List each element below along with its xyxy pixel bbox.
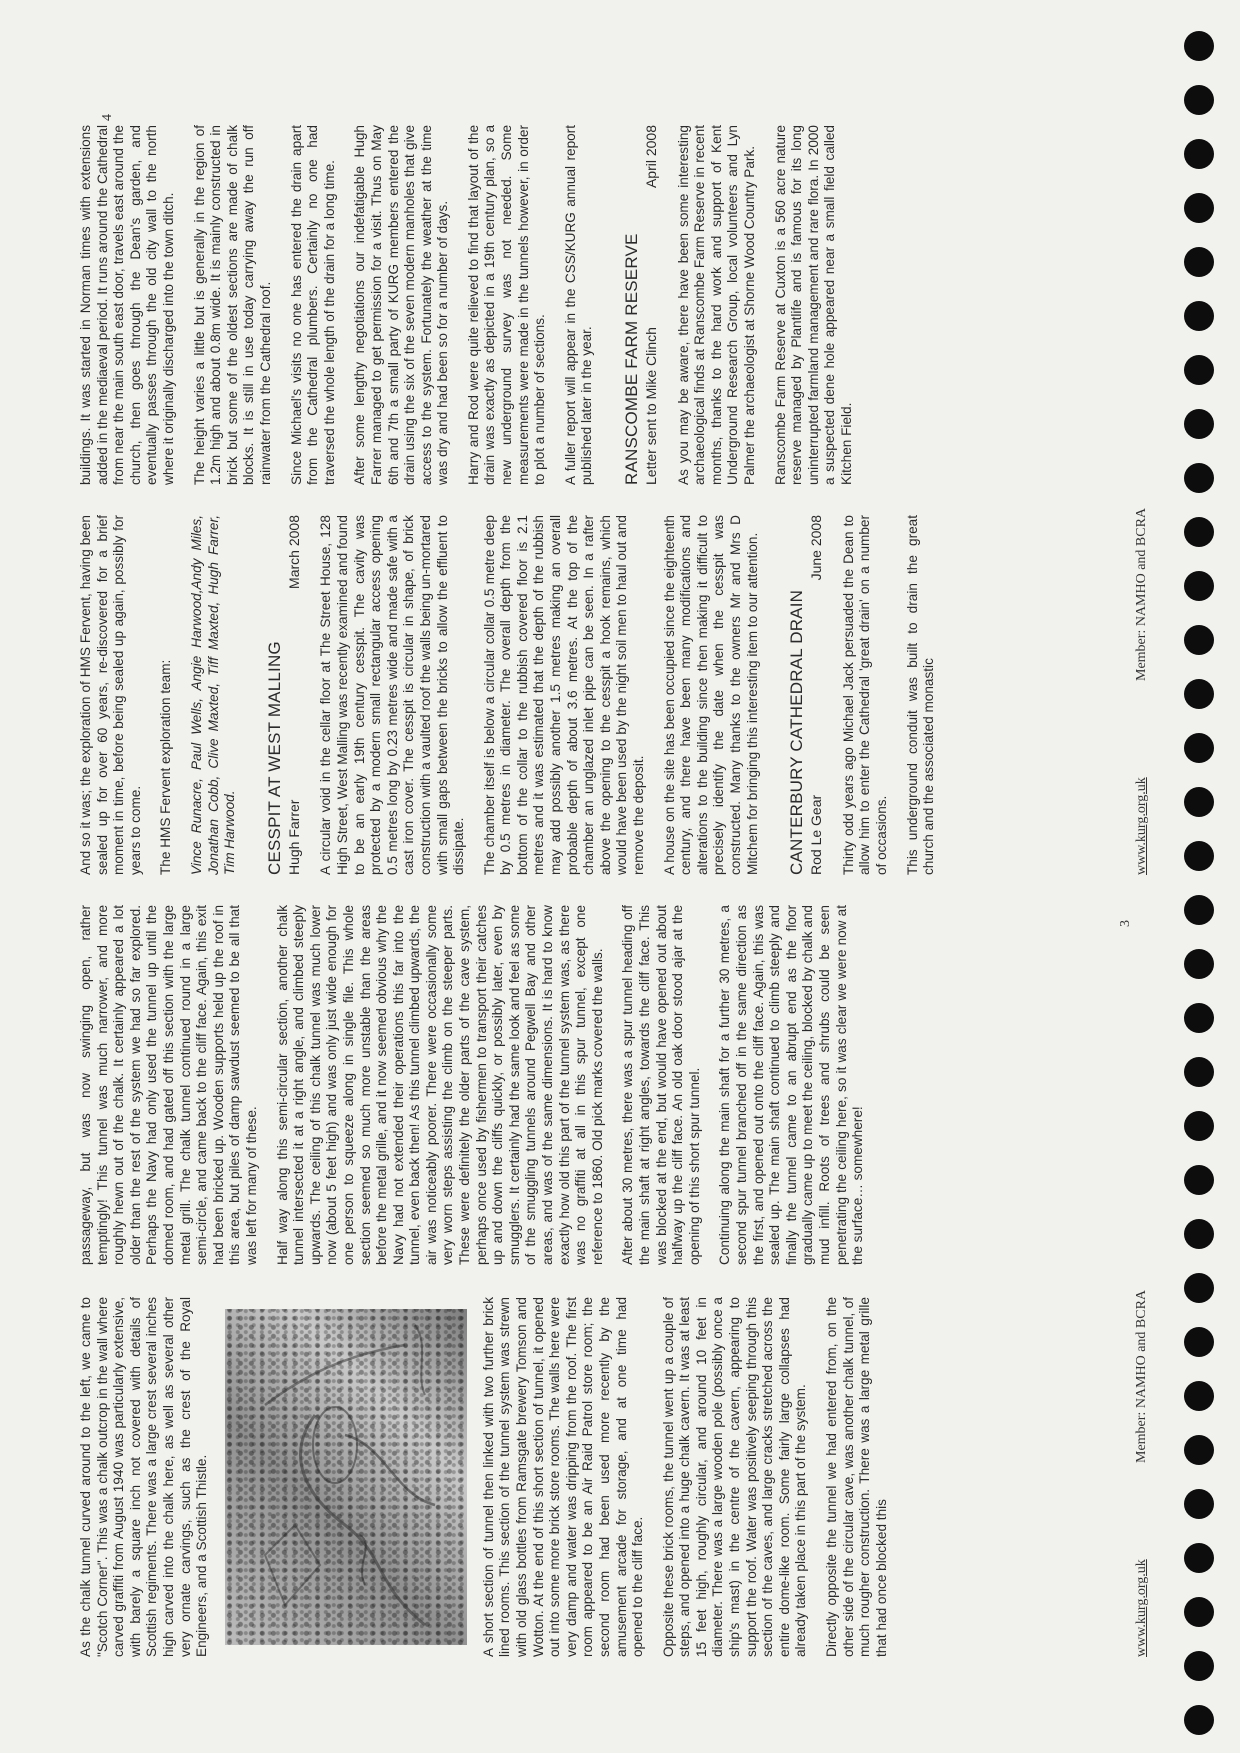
binding-hole (1184, 1057, 1214, 1087)
binding-hole (1184, 409, 1214, 439)
binding-hole (1184, 787, 1214, 817)
binding-hole (1184, 1327, 1214, 1357)
drain-history-paragraph: buildings. It was started in Norman times with extensions added in the mediaeval period. It runs around the Cathedral from near the main south east door, travels east around the church, then goes through the Dean's garden, and eventually passes through the old city wall to the north where it originally discharged into the town ditch. (78, 125, 176, 485)
binding-hole (1184, 895, 1214, 925)
binding-hole (1184, 949, 1214, 979)
brick-rooms-paragraph: A short section of tunnel then linked with two further brick lined rooms. This section of the tunnel system was strewn with old glass bottles from Ramsgate brewery Tomson and Wotton. At the end of this short section of tunnel, it opened out into some more brick store rooms. The walls here were very damp and water was dripping from the roof. The first room appeared to be an Air Raid Patrol store room; the second room had been used more recently by the amusement arcade for storage, and at one time had opened to the cliff face. (480, 1297, 646, 1657)
binding-hole (1184, 1111, 1214, 1141)
binding-hole (1184, 1273, 1214, 1303)
binding-hole (1184, 1489, 1214, 1519)
graffiti-photo (225, 1309, 467, 1645)
column-2 (78, 905, 881, 1265)
canterbury-author: Rod Le Gear (808, 794, 825, 875)
binding-hole (1184, 463, 1214, 493)
binding-hole (1184, 139, 1214, 169)
binding-hole (1184, 85, 1214, 115)
binding-hole (1184, 1651, 1214, 1681)
canterbury-paragraph-1: Thirty odd years ago Michael Jack persuaded the Dean to allow him to enter the Cathedral 'great drain' on a number of occasions. (840, 515, 889, 875)
binding-hole (1184, 1165, 1214, 1195)
binding-hole (1184, 193, 1214, 223)
binding-hole (1184, 301, 1214, 331)
binding-hole (1184, 517, 1214, 547)
column-1 (78, 1297, 904, 1657)
narrow-tunnel-paragraph: passageway, but was now swinging open, rather temptingly! This tunnel was much narrower, and more roughly hewn out of the chalk. It certainly appeared a lot older than the rest of the system we had so far explored. Perhaps the Navy had only used the tunnel up until the domed room, and had gated off this section with the large metal grill. The chalk tunnel continued round in a large semi-circle, and came back to the cliff face. Again, this exit had been bricked up. Wooden supports held up the roof in this area, but piles of damp sawdust seemed to be all that was left for many of these. (78, 905, 259, 1265)
cesspit-paragraph-3: A house on the site has been occupied since the eighteenth century, and there have been many modifications and alterations to the building since then making it difficult to precisely identify the date when the cesspit was constructed. Many thanks to the owners Mr and Mrs D Mitchem for bringing this interesting item to our attention. (661, 515, 760, 875)
team-members: Vince Runacre, Paul Wells, Angie Harwood,Andy Miles, Jonathan Cobb, Clive Maxted, Tiff Maxted, Hugh Farrer, Tim Harwood. (188, 515, 238, 875)
footer-right-member: Member: NAMHO and BCRA (1134, 507, 1149, 681)
page-number-left: 3 (1118, 920, 1133, 927)
drain-report-paragraph: A fuller report will appear in the CSS/KURG annual report published later in the year. (562, 125, 595, 485)
binding-hole (1184, 355, 1214, 385)
drain-survey-paragraph: Harry and Rod were quite relieved to find that layout of the drain was exactly as depicted in a 19th century plan, so a new underground survey was not needed. Some measurements were made in the tunnels however, in order to plot a number of sections. (465, 125, 548, 485)
cesspit-author: Hugh Farrer (285, 799, 302, 875)
metal-grille-paragraph: Directly opposite the tunnel we had entered from, on the other side of the circular cave, was another chalk tunnel, of much rougher construction. There was a large metal grille that had once blocked this (824, 1297, 889, 1657)
binding-hole (1184, 1435, 1214, 1465)
cesspit-byline (286, 515, 303, 875)
binding-hole (1184, 679, 1214, 709)
binding-hole (1184, 31, 1214, 61)
cesspit-paragraph-2: The chamber itself is below a circular collar 0.5 metre deep by 0.5 metres in diameter. The overall depth from the bottom of the collar to the rubbish covered floor is 2.1 metres and it was estimated that the depth of the rubbish may add possibly another 1.5 metres making an overall probable depth of about 3.6 metres. At the top of the chamber an unglazed inlet pipe can be seen. In a rafter above the opening to the cesspit a hook remains, which would have been used by the night soil men to haul out and remove the deposit. (481, 515, 647, 875)
page-number-right: 4 (100, 114, 115, 121)
ranscombe-paragraph-2: Ranscombe Farm Reserve at Cuxton is a 560 acre nature reserve managed by Plantlife and is famous for its long uninterrupted farmland management and rare flora. In 2000 a suspected dene hole appeared near a small field called Kitchen Field. (772, 125, 854, 485)
cesspit-date: March 2008 (285, 515, 302, 589)
canterbury-byline (808, 515, 825, 875)
column-4 (78, 125, 870, 485)
ranscombe-subtitle: Letter sent to Mike Clinch (643, 327, 660, 485)
spur-tunnel-paragraph: After about 30 metres, there was a spur tunnel heading off the main shaft at right angles, towards the cliff face. This was blocked at the end, but would have opened out about halfway up the cliff face. An old oak door stood ajar at the opening of this short spur tunnel. (620, 905, 702, 1265)
scotch-corner-paragraph: As the chalk tunnel curved around to the left, we came to "Scotch Corner". This was a chalk outcrop in the wall where carved graffiti from August 1940 was particularly extensive, with barely a square inch not covered with details of Scottish regiments. There was a large crest several inches high carved into the chalk here, as well as several other very ornate carvings, such as the crest of the Royal Engineers, and a Scottish Thistle. (78, 1297, 210, 1657)
footer-left-member: Member: NAMHO and BCRA (1134, 1289, 1149, 1463)
fervent-conclusion-paragraph: And so it was; the exploration of HMS Fervent, having been sealed up for over 60 years, re-discovered for a brief moment in time, before being sealed up again, possibly for years to come. (78, 515, 143, 875)
column-3 (78, 515, 952, 875)
binding-hole (1184, 1705, 1214, 1735)
binding-hole (1184, 1543, 1214, 1573)
binding-hole (1184, 841, 1214, 871)
binding-hole (1184, 733, 1214, 763)
binding-hole (1184, 1381, 1214, 1411)
binding-hole (1184, 1003, 1214, 1033)
binding-hole (1184, 571, 1214, 601)
chalk-cavern-paragraph: Opposite these brick rooms, the tunnel went up a couple of steps, and opened into a huge chalk cavern. It was at least 15 feet high, roughly circular, and around 10 feet in diameter. There was a large wooden pole (possibly once a ship's mast) in the centre of the cavern, appearing to support the roof. Water was positively seeping through this section of the caves, and large cracks stretched across the entire dome-like room. Some fairly large collapses had already taken place in this part of the system. (660, 1297, 809, 1657)
footer-left-url[interactable]: www.kurg.org.uk (1134, 1559, 1149, 1657)
main-shaft-paragraph: Continuing along the main shaft for a further 30 metres, a second spur tunnel branched off in the same direction as the first, and opened out onto the cliff face. Again, this was sealed up. The main shaft continued to climb steeply and finally the tunnel came to an abrupt end as the floor gradually came up to meet the ceiling, blocked by chalk and mud infill. Roots of trees and shrubs could be seen penetrating the ceiling here, so it was clear we were now at the surface… somewhere! (717, 905, 866, 1265)
drain-dimensions-paragraph: The height varies a little but is generally in the region of 1.2m high and about 0.8m wide. It is mainly constructed in brick but some of the oldest sections are made of chalk blocks. It is still in use today carrying away the run off rainwater from the Cathedral roof. (191, 125, 273, 485)
drain-permission-paragraph: After some lengthy negotiations our indefatigable Hugh Farrer managed to get permission for a visit. Thus on May 6th and 7th a small party of KURG members entered the drain using the six of the seven modern manholes that give access to the system. Fortunately the weather at the time was dry and had been so for a number of days. (352, 125, 451, 485)
graffiti-carving-image (225, 1309, 467, 1645)
canterbury-paragraph-2: This underground conduit was built to drain the great church and the associated monastic (904, 515, 937, 875)
cesspit-paragraph-1: A circular void in the cellar floor at The Street House, 128 High Street, West Malling was recently examined and found to be an early 19th century cesspit. The cavity was protected by a modern small rectangular access opening 0.5 metres long by 0.23 metres wide and made safe with a cast iron cover. The cesspit is circular in shape, of brick construction with a vaulted roof the walls being un-mortared with small gaps between the bricks to allow the effluent to dissipate. (318, 515, 467, 875)
semi-circular-section-paragraph: Half way along this semi-circular section, another chalk tunnel intersected it at a right angle, and climbed steeply upwards. The ceiling of this chalk tunnel was much lower now (about 5 feet high) and was only just wide enough for one person to squeeze along in single file. This whole section seemed so much more unstable than the areas before the metal grille, and it now seemed obvious why the Navy had not extended their operations this far into the tunnel, even back then! As this tunnel climbed upwards, the air was noticeably poorer. There were occasionally some very worn steps assisting the climb on the steeper parts. These were definitely the older parts of the cave system, perhaps once used by fishermen to transport their catches up and down the cliffs quickly, or possibly later, even by smugglers. It certainly had the same look and feel as some of the smuggling tunnels around Pegwell Bay and other areas, and was of the same dimensions. It is hard to know exactly how old this part of the tunnel system was, as there was no graffiti at all in this spur tunnel, except one reference to 1860. Old pick marks covered the walls. (274, 905, 605, 1265)
binding-hole (1184, 1597, 1214, 1627)
canterbury-heading: CANTERBURY CATHEDRAL DRAIN (787, 589, 807, 875)
drain-visits-paragraph: Since Michael's visits no one has entered the drain apart from the Cathedral plumbers. Certainly no one had traversed the whole length of the drain for a long time. (288, 125, 337, 485)
footer-right-url[interactable]: www.kurg.org.uk (1134, 777, 1149, 875)
binding-hole (1184, 1219, 1214, 1249)
binding-holes (1184, 0, 1224, 1753)
ranscombe-heading: RANSCOMBE FARM RESERVE (622, 233, 642, 485)
binding-hole (1184, 247, 1214, 277)
canterbury-date: June 2008 (808, 515, 825, 581)
cesspit-heading: CESSPIT AT WEST MALLING (264, 641, 284, 875)
ranscombe-byline (643, 125, 660, 485)
binding-hole (1184, 625, 1214, 655)
team-title: The HMS Fervent exploration team: (158, 659, 174, 875)
ranscombe-date: April 2008 (643, 125, 660, 189)
ranscombe-paragraph-1: As you may be aware, there have been some interesting archaeological finds at Ranscombe Farm Reserve in recent months, thanks to the hard work and support of Kent Underground Research Group, local volunteers and Lyn Palmer the archaeologist at Shorne Wood Country Park. (675, 125, 757, 485)
